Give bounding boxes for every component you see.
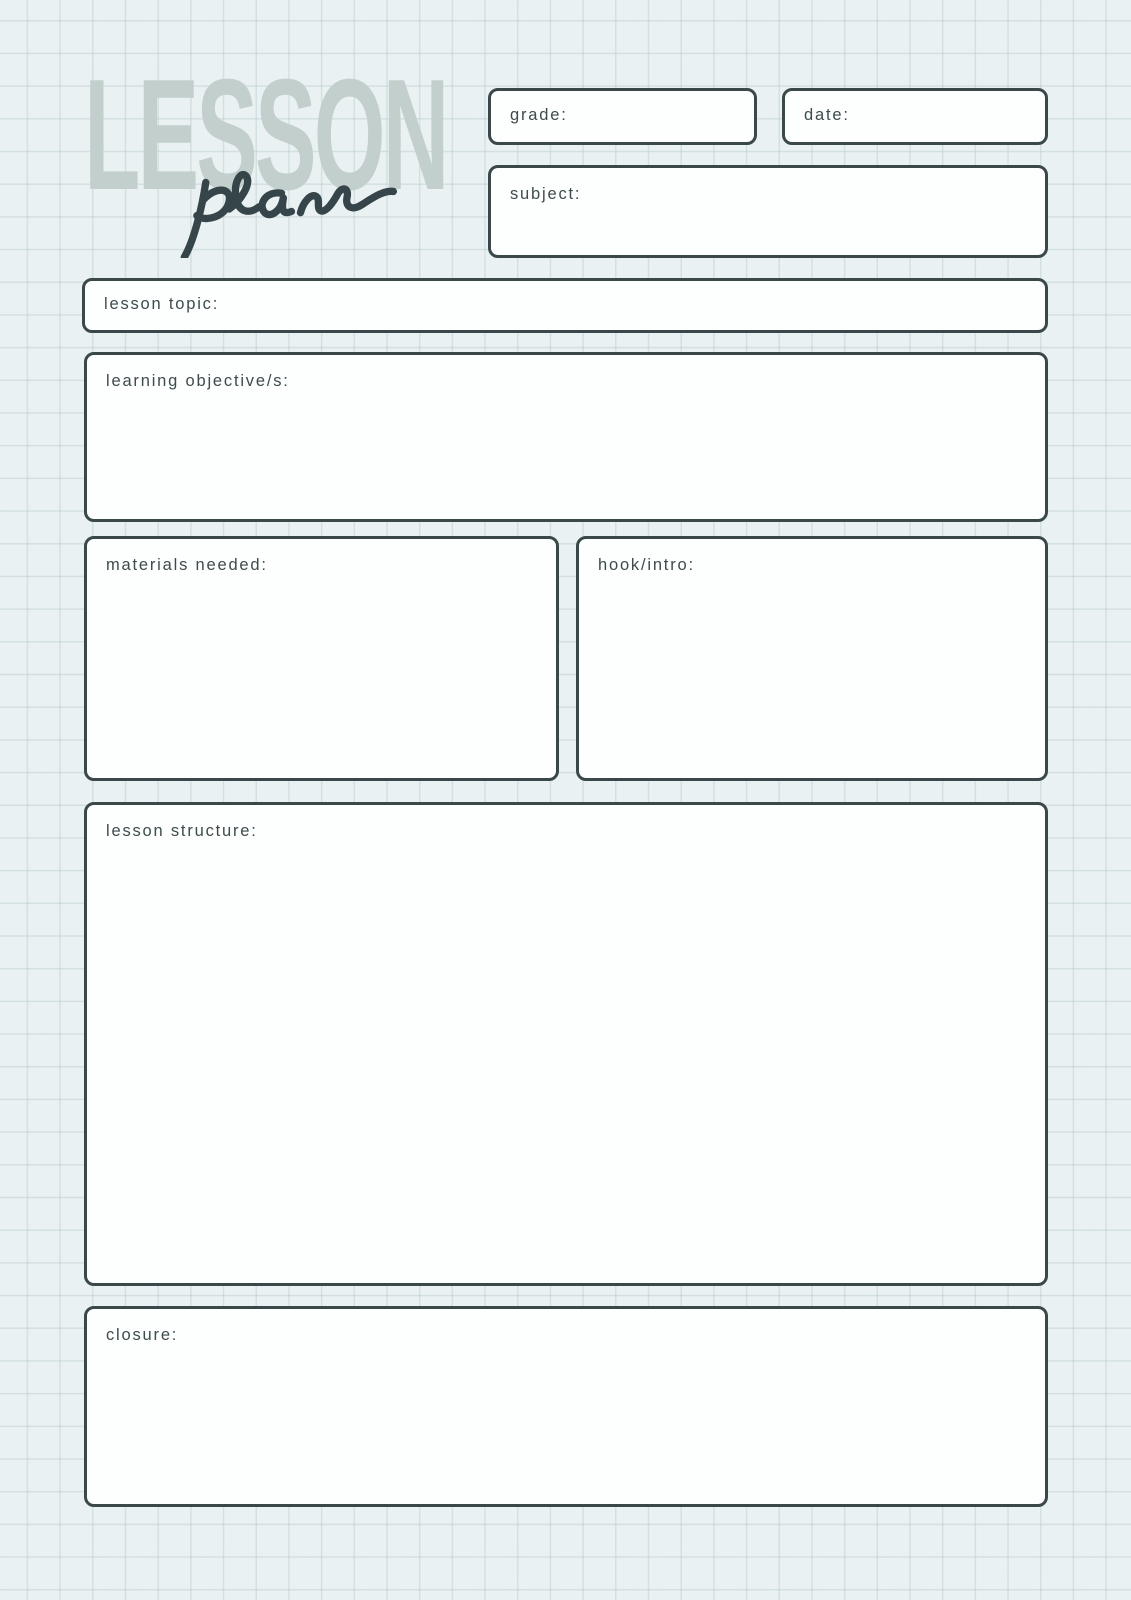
closure-field[interactable] xyxy=(84,1306,1048,1507)
materials-needed-field-label: materials needed: xyxy=(106,556,268,574)
closure-field-label: closure: xyxy=(106,1326,179,1344)
learning-objectives-field-label: learning objective/s: xyxy=(106,372,290,390)
page-title: LESSON xyxy=(84,47,447,223)
learning-objectives-field[interactable] xyxy=(84,352,1048,522)
subject-field-label: subject: xyxy=(510,185,582,203)
date-field[interactable] xyxy=(782,88,1048,145)
grade-field-label: grade: xyxy=(510,106,568,124)
lesson-structure-field[interactable] xyxy=(84,802,1048,1286)
date-field-label: date: xyxy=(804,106,850,124)
subject-field[interactable] xyxy=(488,165,1048,258)
grade-field[interactable] xyxy=(488,88,757,145)
hook-intro-field[interactable] xyxy=(576,536,1048,781)
lesson-topic-field-label: lesson topic: xyxy=(104,295,220,313)
hook-intro-field-label: hook/intro: xyxy=(598,556,695,574)
materials-needed-field[interactable] xyxy=(84,536,559,781)
lesson-structure-field-label: lesson structure: xyxy=(106,822,258,840)
page-subtitle-script xyxy=(152,156,400,258)
lesson-topic-field[interactable] xyxy=(82,278,1048,333)
